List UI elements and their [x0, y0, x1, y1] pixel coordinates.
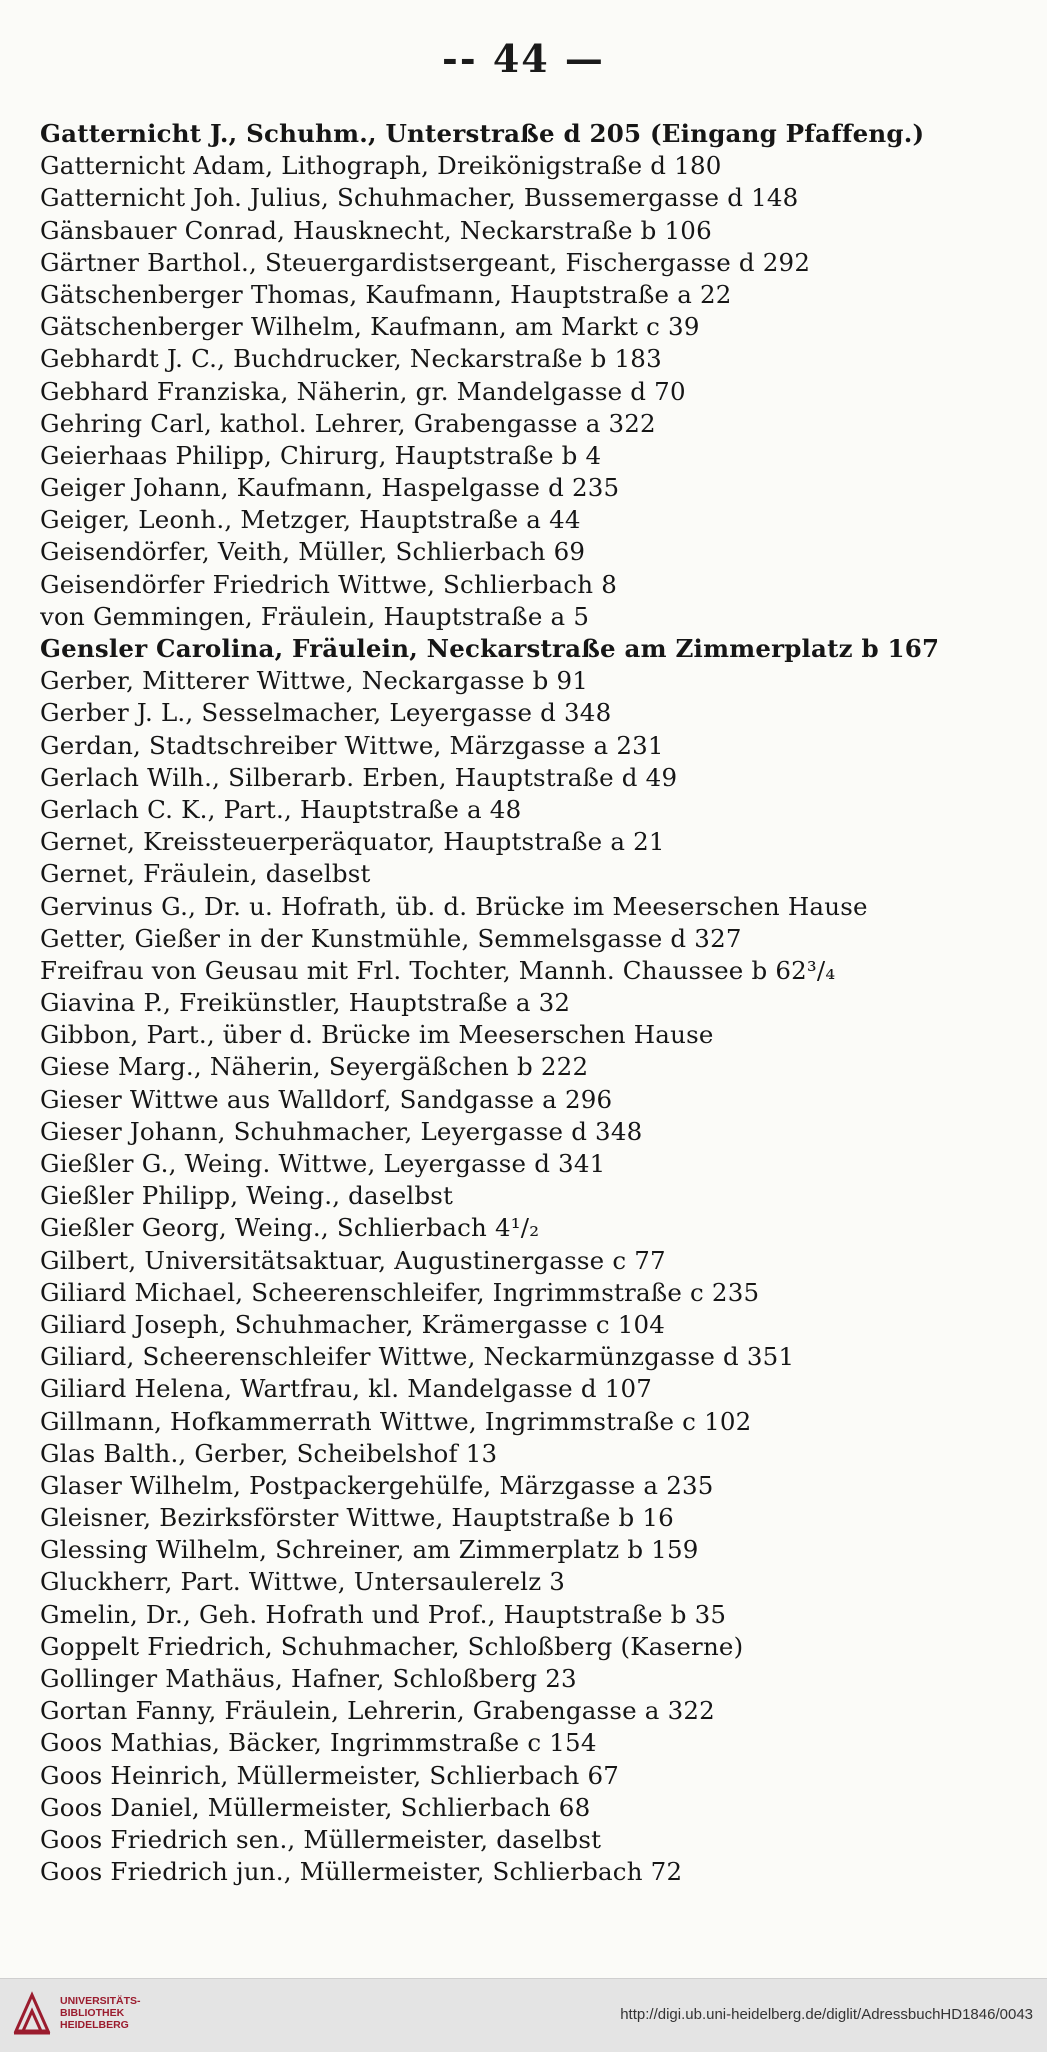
directory-entry: Gärtner Barthol., Steuergardistsergeant, Fischergasse d 292 [40, 247, 811, 277]
viewer-footer [0, 1978, 1047, 2052]
directory-entry: Gollinger Mathäus, Hafner, Schloßberg 23 [40, 1664, 577, 1693]
directory-entry: Geisendörfer Friedrich Wittwe, Schlierbach 8 [40, 569, 617, 599]
directory-entry: Goppelt Friedrich, Schuhmacher, Schloßberg (Kaserne) [40, 1631, 744, 1661]
source-url-link[interactable]: http://digi.ub.uni-heidelberg.de/diglit/AdressbuchHD1846/0043 [620, 2006, 1033, 2023]
directory-entry: Gerdan, Stadtschreiber Wittwe, Märzgasse a 231 [40, 730, 664, 760]
library-name-line: HEIDELBERG [60, 2019, 129, 2031]
directory-entry: Geisendörfer, Veith, Müller, Schlierbach 69 [40, 537, 586, 567]
directory-entry: Glaser Wilhelm, Postpackergehülfe, Märzgasse a 235 [40, 1470, 714, 1500]
directory-entry: Gerber J. L., Sesselmacher, Leyergasse d 348 [40, 698, 612, 728]
directory-entry: Goos Mathias, Bäcker, Ingrimmstraße c 154 [40, 1728, 597, 1758]
directory-entry: Gerlach C. K., Part., Hauptstraße a 48 [40, 794, 522, 824]
directory-entry: Gätschenberger Thomas, Kaufmann, Hauptstraße a 22 [40, 279, 732, 309]
directory-entry: Giese Marg., Näherin, Seyergäßchen b 222 [40, 1052, 589, 1082]
directory-entry: Getter, Gießer in der Kunstmühle, Semmelsgasse d 327 [40, 923, 742, 953]
directory-entry: Gibbon, Part., über d. Brücke im Meeserschen Hause [40, 1020, 714, 1050]
directory-entry: Giliard Michael, Scheerenschleifer, Ingrimmstraße c 235 [40, 1277, 760, 1307]
directory-entry: Gießler Philipp, Weing., daselbst [40, 1181, 454, 1211]
directory-entry: Goos Heinrich, Müllermeister, Schlierbach 67 [40, 1760, 620, 1790]
directory-entry: Gleisner, Bezirksförster Wittwe, Hauptstraße b 16 [40, 1503, 674, 1533]
directory-entry: Giliard Joseph, Schuhmacher, Krämergasse c 104 [40, 1309, 666, 1339]
directory-entry: Gatternicht J., Schuhm., Unterstraße d 205 (Eingang Pfaffeng.) [40, 119, 925, 148]
directory-entry: Gießler G., Weing. Wittwe, Leyergasse d 341 [40, 1149, 606, 1178]
directory-entry: Geiger Johann, Kaufmann, Haspelgasse d 235 [40, 473, 620, 503]
directory-entry: Gernet, Kreissteuerperäquator, Hauptstraße a 21 [40, 827, 665, 857]
directory-entry: Gillmann, Hofkammerrath Wittwe, Ingrimmstraße c 102 [40, 1406, 752, 1436]
directory-entry: Goos Daniel, Müllermeister, Schlierbach 68 [40, 1792, 591, 1822]
library-name-line: UNIVERSITÄTS- [60, 1995, 141, 2007]
directory-entry: Gatternicht Joh. Julius, Schuhmacher, Bussemergasse d 148 [40, 183, 799, 213]
directory-entry: Goos Friedrich jun., Müllermeister, Schlierbach 72 [40, 1857, 683, 1887]
library-name [60, 1995, 141, 2031]
directory-entry: Gieser Wittwe aus Walldorf, Sandgasse a 296 [40, 1084, 613, 1114]
library-name-line: BIBLIOTHEK [60, 2007, 125, 2019]
directory-entry: Giavina P., Freikünstler, Hauptstraße a 32 [40, 988, 571, 1018]
directory-entry: Gänsbauer Conrad, Hausknecht, Neckarstraße b 106 [40, 215, 712, 245]
page-number-header: -- 44 — [442, 36, 605, 81]
directory-entry: Goos Friedrich sen., Müllermeister, daselbst [40, 1824, 602, 1854]
directory-entry: Gluckherr, Part. Wittwe, Untersaulerelz 3 [40, 1567, 566, 1597]
directory-entry: Giliard Helena, Wartfrau, kl. Mandelgasse d 107 [40, 1374, 653, 1404]
directory-entry: Gehring Carl, kathol. Lehrer, Grabengasse a 322 [40, 408, 656, 438]
directory-entry: Geierhaas Philipp, Chirurg, Hauptstraße b 4 [40, 440, 602, 470]
directory-entry: Giliard, Scheerenschleifer Wittwe, Neckarmünzgasse d 351 [40, 1342, 795, 1372]
directory-entry: Gätschenberger Wilhelm, Kaufmann, am Markt c 39 [40, 312, 700, 342]
directory-entry: Gernet, Fräulein, daselbst [40, 859, 371, 889]
university-library-logo-icon [12, 1991, 52, 2035]
directory-entry: Gießler Georg, Weing., Schlierbach 4¹/₂ [40, 1213, 540, 1243]
directory-entry: Gerlach Wilh., Silberarb. Erben, Hauptstraße d 49 [40, 762, 678, 792]
directory-entry: Gebhardt J. C., Buchdrucker, Neckarstraße b 183 [40, 344, 662, 374]
directory-entry: Freifrau von Geusau mit Frl. Tochter, Mannh. Chaussee b 62³/₄ [40, 955, 836, 985]
directory-entry: Gerber, Mitterer Wittwe, Neckargasse b 91 [40, 666, 589, 696]
directory-entry: Gensler Carolina, Fräulein, Neckarstraße am Zimmerplatz b 167 [40, 634, 940, 663]
directory-entry: Gatternicht Adam, Lithograph, Dreikönigstraße d 180 [40, 151, 722, 181]
directory-entry: Gilbert, Universitätsaktuar, Augustinergasse c 77 [40, 1245, 666, 1275]
directory-entry: Gieser Johann, Schuhmacher, Leyergasse d 348 [40, 1116, 643, 1146]
directory-entry: Gortan Fanny, Fräulein, Lehrerin, Grabengasse a 322 [40, 1696, 715, 1726]
directory-entry-list [40, 118, 1040, 1888]
directory-entry: Glas Balth., Gerber, Scheibelshof 13 [40, 1438, 498, 1468]
directory-entry: Gebhard Franziska, Näherin, gr. Mandelgasse d 70 [40, 376, 686, 406]
directory-entry: Gmelin, Dr., Geh. Hofrath und Prof., Hauptstraße b 35 [40, 1599, 727, 1629]
directory-entry: Glessing Wilhelm, Schreiner, am Zimmerplatz b 159 [40, 1535, 699, 1565]
directory-entry: Geiger, Leonh., Metzger, Hauptstraße a 44 [40, 505, 581, 535]
directory-entry: von Gemmingen, Fräulein, Hauptstraße a 5 [40, 601, 590, 631]
directory-entry: Gervinus G., Dr. u. Hofrath, üb. d. Brücke im Meeserschen Hause [40, 891, 868, 921]
